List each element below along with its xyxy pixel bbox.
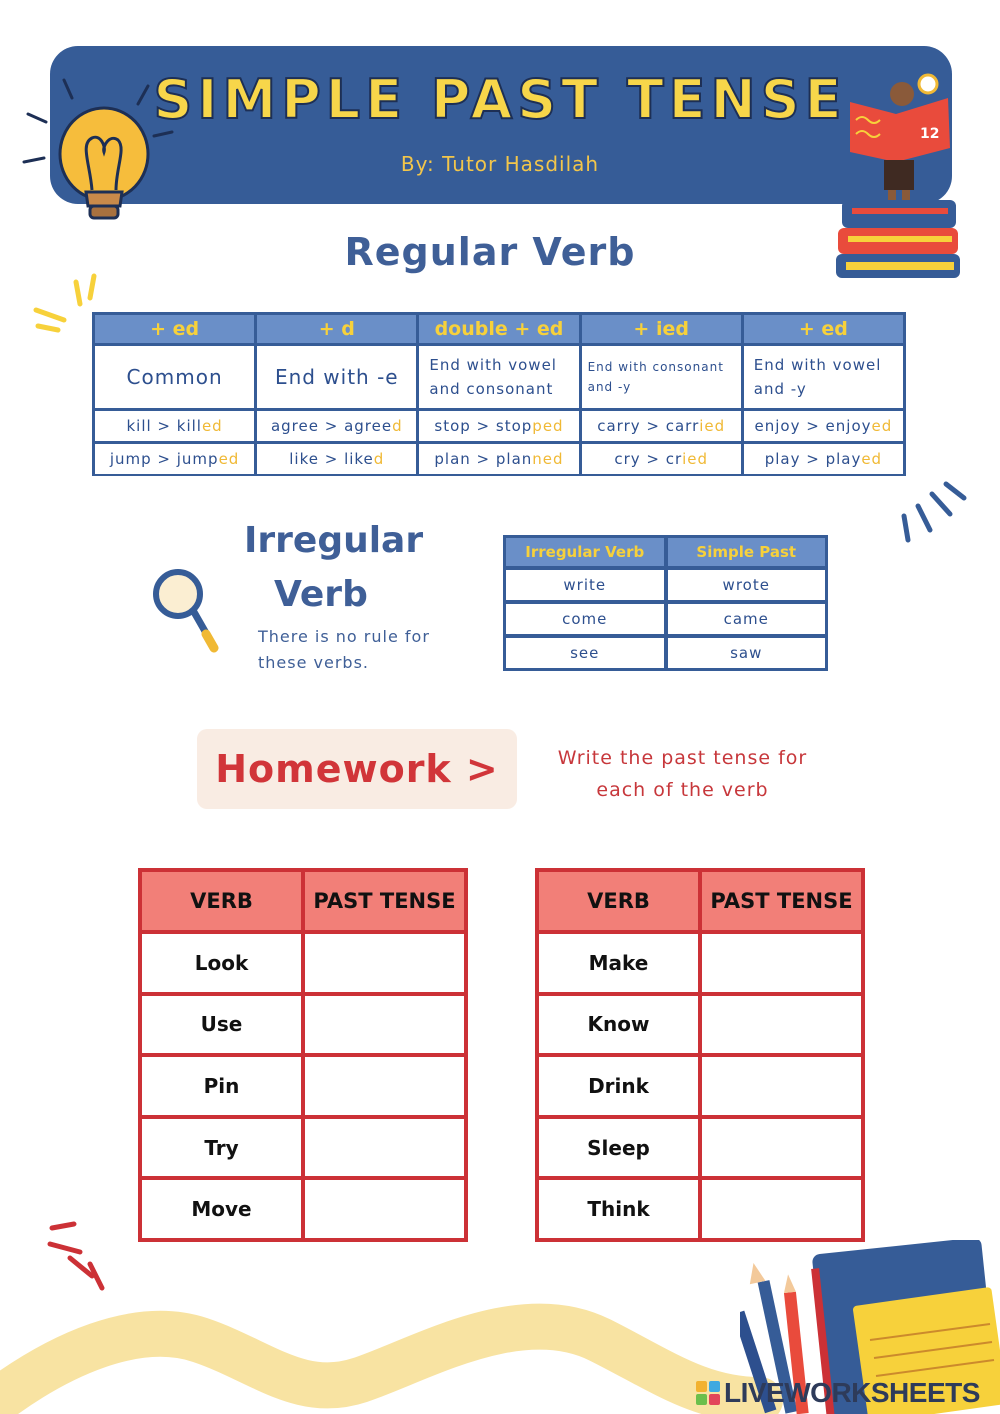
verb-cell: Look xyxy=(142,934,301,992)
rule-header: + ed xyxy=(95,315,254,343)
irregular-verb-cell: come xyxy=(506,604,664,634)
example-cell xyxy=(744,411,903,441)
answer-input[interactable] xyxy=(702,1119,861,1177)
example-suffix: ied xyxy=(682,450,709,468)
example-base: stop > stop xyxy=(434,417,533,435)
example-cell xyxy=(95,444,254,474)
example-base: carry > carr xyxy=(597,417,700,435)
rule-header: double + ed xyxy=(419,315,578,343)
example-base: cry > cr xyxy=(614,450,683,468)
simple-past-cell: came xyxy=(668,604,826,634)
past-tense-header: PAST TENSE xyxy=(305,872,464,930)
answer-input[interactable] xyxy=(702,996,861,1054)
example-cell xyxy=(744,444,903,474)
simple-past-cell: saw xyxy=(668,638,826,668)
example-cell xyxy=(419,444,578,474)
regular-verb-heading: Regular Verb xyxy=(344,230,636,274)
example-suffix: ed xyxy=(218,450,240,468)
decorative-rays xyxy=(44,1218,120,1294)
example-cell xyxy=(419,411,578,441)
page-title: SIMPLE PAST TENSE xyxy=(153,68,847,131)
example-suffix: ed xyxy=(861,450,883,468)
verb-cell: Try xyxy=(142,1119,301,1177)
verb-header: VERB xyxy=(539,872,698,930)
liveworksheets-logo xyxy=(696,1376,996,1410)
example-cell xyxy=(582,444,741,474)
answer-input[interactable] xyxy=(305,1180,464,1238)
rule-description: End with vowel and -y xyxy=(744,346,903,408)
verb-cell: Sleep xyxy=(539,1119,698,1177)
irregular-header: Irregular Verb xyxy=(506,538,664,566)
example-base: enjoy > enjoy xyxy=(754,417,872,435)
irregular-note: There is no rule for these verbs. xyxy=(258,627,430,672)
irregular-header: Simple Past xyxy=(668,538,826,566)
lightbulb-icon xyxy=(20,74,180,234)
rule-description: End with vowel and consonant xyxy=(419,346,578,408)
rule-header: + d xyxy=(257,315,416,343)
answer-input[interactable] xyxy=(702,1057,861,1115)
verb-cell: Know xyxy=(539,996,698,1054)
example-base: play > play xyxy=(764,450,862,468)
example-suffix: ed xyxy=(871,417,893,435)
verb-header: VERB xyxy=(142,872,301,930)
example-suffix: d xyxy=(373,450,385,468)
example-suffix: d xyxy=(392,417,403,435)
simple-past-cell: wrote xyxy=(668,570,826,600)
example-cell xyxy=(95,411,254,441)
rule-description: Common xyxy=(95,346,254,408)
homework-table-2 xyxy=(535,868,865,1242)
example-suffix: ed xyxy=(201,417,223,435)
irregular-verb-cell: write xyxy=(506,570,664,600)
verb-cell: Make xyxy=(539,934,698,992)
example-base: kill > kill xyxy=(126,417,202,435)
irregular-heading-line2: Verb xyxy=(274,574,368,615)
answer-input[interactable] xyxy=(305,1057,464,1115)
rule-description: End with -e xyxy=(257,346,416,408)
homework-instruction: Write the past tense for each of the verb xyxy=(557,747,808,801)
verb-cell: Think xyxy=(539,1180,698,1238)
example-cell xyxy=(257,411,416,441)
example-cell xyxy=(582,411,741,441)
regular-verb-table xyxy=(92,312,906,476)
example-suffix: ped xyxy=(532,417,564,435)
example-base: agree > agree xyxy=(270,417,393,435)
example-base: plan > plan xyxy=(434,450,533,468)
answer-input[interactable] xyxy=(305,996,464,1054)
magnifier-icon xyxy=(150,566,222,656)
example-suffix: ied xyxy=(699,417,726,435)
verb-cell: Use xyxy=(142,996,301,1054)
rule-description: End with consonant and -y xyxy=(582,346,741,408)
irregular-verb-heading xyxy=(244,514,444,622)
verb-cell: Move xyxy=(142,1180,301,1238)
irregular-heading-line1: Irregular xyxy=(244,520,424,561)
homework-label: Homework > xyxy=(215,747,499,791)
verb-cell: Drink xyxy=(539,1057,698,1115)
rule-header: + ied xyxy=(582,315,741,343)
example-base: jump > jump xyxy=(109,450,219,468)
answer-input[interactable] xyxy=(305,1119,464,1177)
verb-cell: Pin xyxy=(142,1057,301,1115)
answer-input[interactable] xyxy=(702,934,861,992)
example-cell xyxy=(257,444,416,474)
example-suffix: ned xyxy=(532,450,564,468)
irregular-verb-cell: see xyxy=(506,638,664,668)
rule-header: + ed xyxy=(744,315,903,343)
homework-table-1 xyxy=(138,868,468,1242)
example-base: like > like xyxy=(289,450,374,468)
past-tense-header: PAST TENSE xyxy=(702,872,861,930)
decorative-rays xyxy=(896,476,972,546)
irregular-verb-table xyxy=(503,535,828,671)
liveworksheets-text: LIVEWORKSHEETS xyxy=(724,1377,980,1408)
liveworksheets-logo-icon xyxy=(696,1381,720,1405)
answer-input[interactable] xyxy=(702,1180,861,1238)
answer-input[interactable] xyxy=(305,934,464,992)
svg-text:12: 12 xyxy=(920,126,940,142)
author-byline: By: Tutor Hasdilah xyxy=(400,152,600,176)
homework-banner xyxy=(197,729,517,809)
